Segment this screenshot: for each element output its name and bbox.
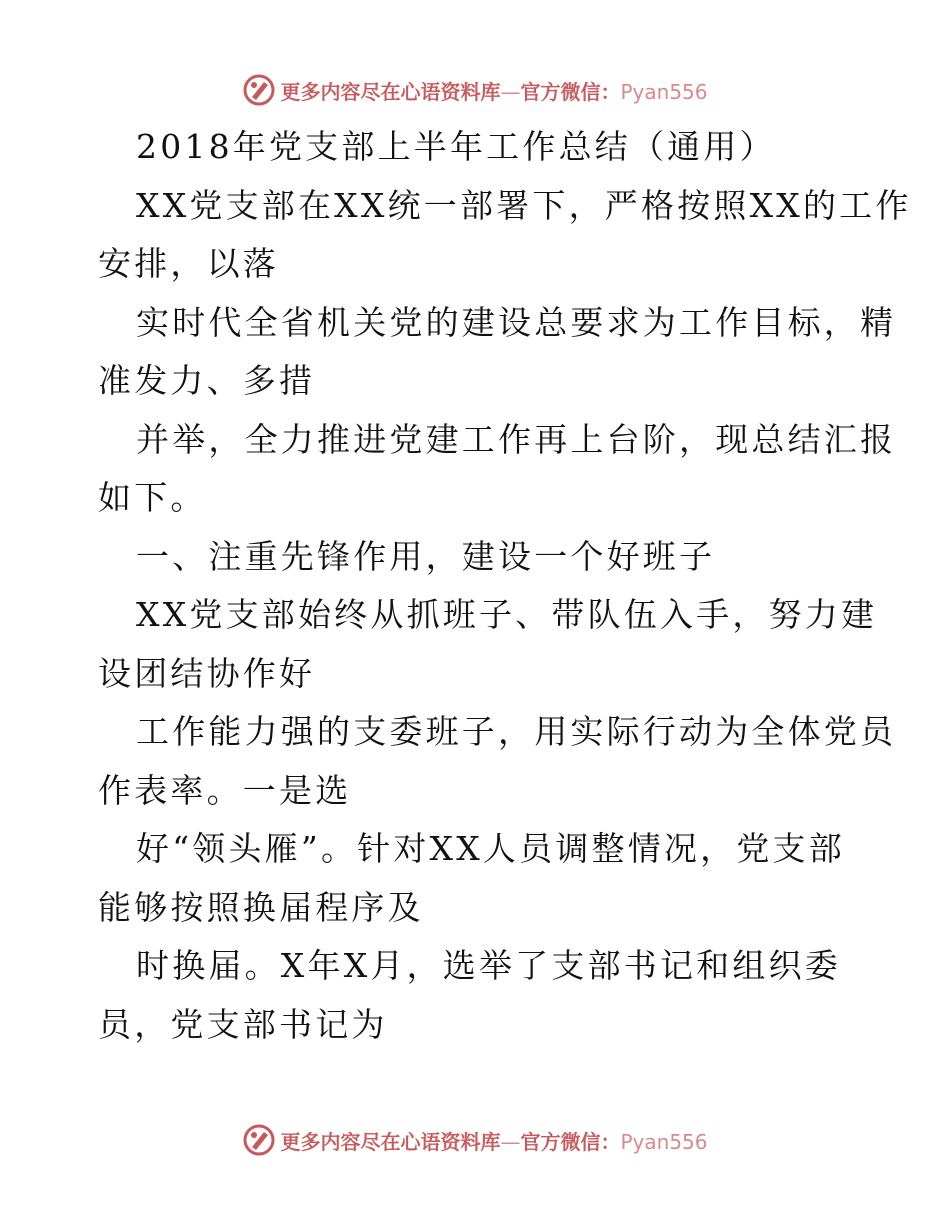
doc-line: 并举，全力推进党建工作再上台阶，现总结汇报 <box>136 419 897 459</box>
doc-line: 时换届。X年X月，选举了支部书记和组织委 <box>136 946 841 985</box>
doc-title: 2018年党支部上半年工作总结（通用） <box>136 127 776 166</box>
doc-line: 好“领头雁”。针对XX人员调整情况，党支部 <box>136 829 845 868</box>
doc-line: 设团结协作好 <box>98 653 316 693</box>
doc-line: XX党支部始终从抓班子、带队伍入手，努力建 <box>136 595 878 634</box>
doc-line: 如下。 <box>98 478 207 517</box>
doc-line: 作表率。一是选 <box>98 770 352 810</box>
doc-line: 实时代全省机关党的建设总要求为工作目标，精 <box>136 302 897 342</box>
doc-line: 工作能力强的支委班子，用实际行动为全体党员 <box>136 712 897 751</box>
doc-line: 安排，以落 <box>98 244 279 283</box>
doc-line: 员，党支部书记为 <box>98 1004 388 1044</box>
document-body <box>98 118 912 1054</box>
doc-line: XX党支部在XX统一部署下，严格按照XX的工作 <box>136 185 912 225</box>
pen-seal-icon <box>242 1123 276 1157</box>
watermark-text: 更多内容尽在心语资料库—官方微信：Pyan556 <box>280 1129 708 1154</box>
section-heading: 一、注重先锋作用，建设一个好班子 <box>136 536 716 576</box>
pen-seal-icon <box>242 73 276 107</box>
watermark-text: 更多内容尽在心语资料库—官方微信：Pyan556 <box>280 79 708 104</box>
header-watermark <box>0 70 950 110</box>
doc-line: 准发力、多措 <box>98 361 316 400</box>
doc-line: 能够按照换届程序及 <box>98 887 424 927</box>
footer-watermark <box>0 1120 950 1160</box>
